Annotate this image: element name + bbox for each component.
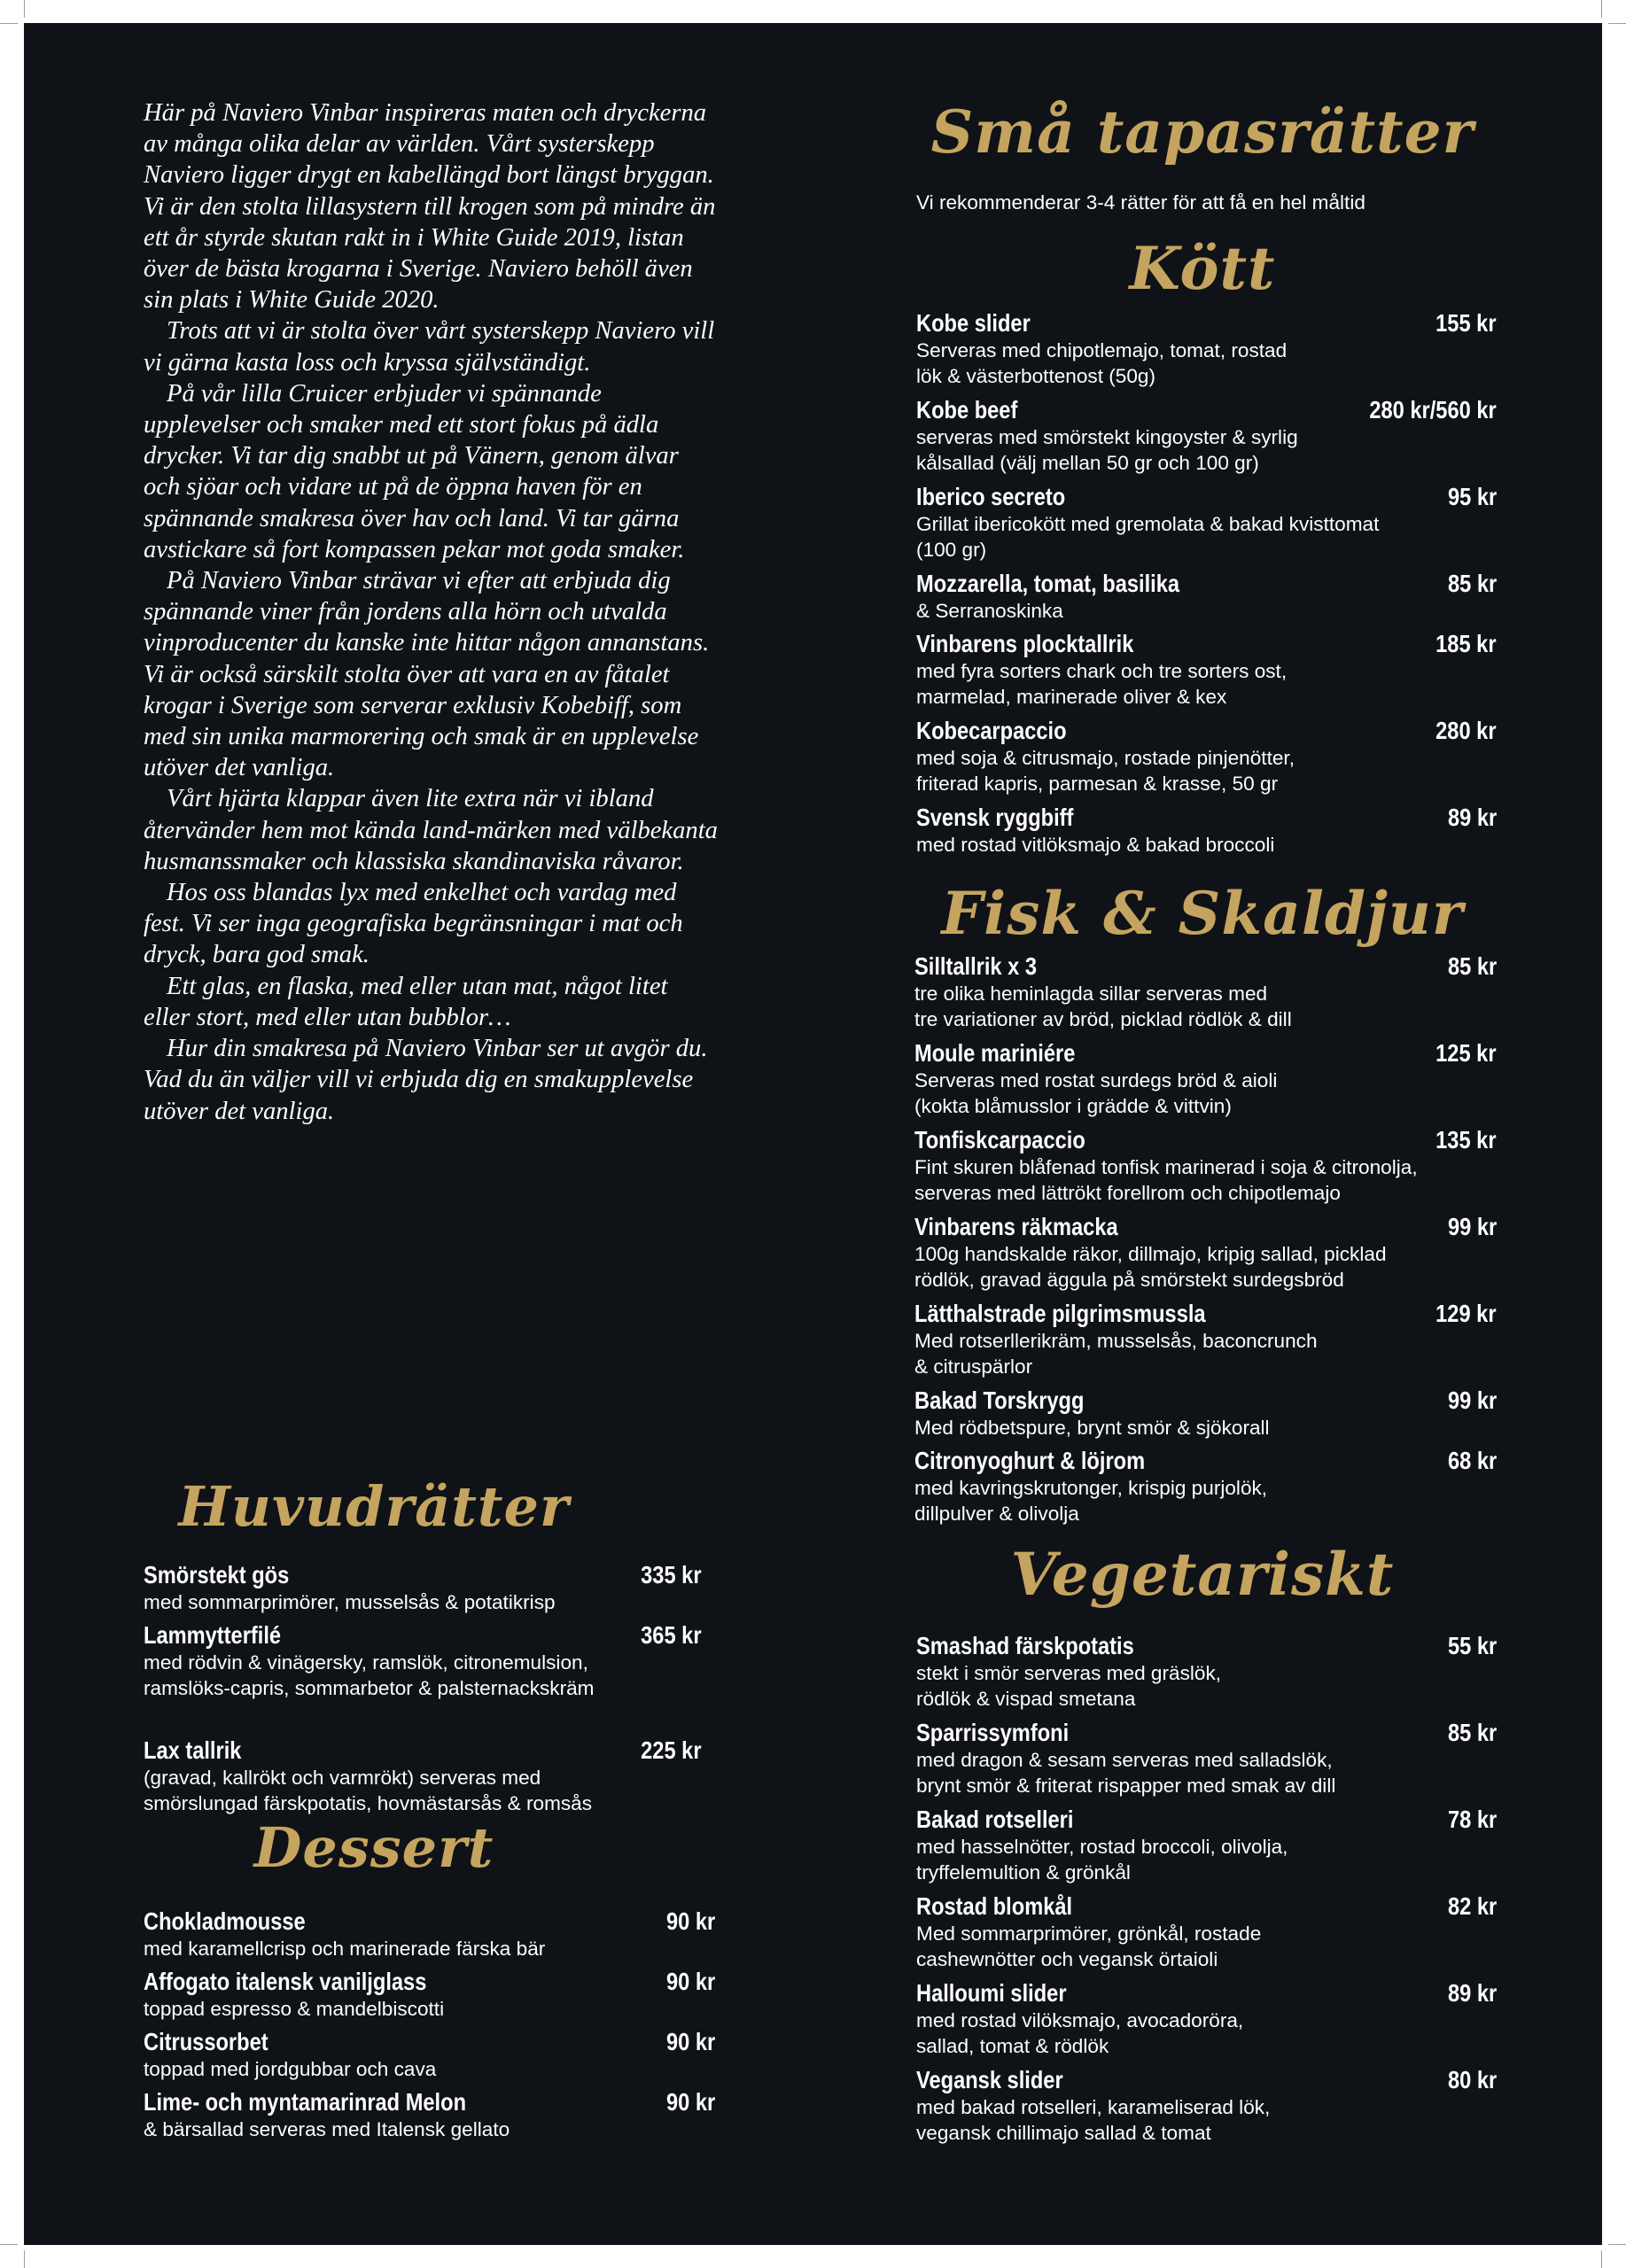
item-name: Lammytterfilé [144, 1621, 282, 1649]
item-price: 80 kr [1447, 2066, 1497, 2093]
menu-page [24, 23, 1602, 2245]
item-price: 90 kr [665, 2088, 715, 2116]
item-price: 99 kr [1447, 1213, 1497, 1240]
item-description: Grillat ibericokött med gremolata & bakad kvisttomat (100 gr) [916, 513, 1380, 561]
intro-paragraph: Hur din smakresa på Naviero Vinbar ser ut avgör du. Vad du än väljer vill vi erbjuda dig en smakupplevelse utöver det vanliga. [144, 1035, 708, 1125]
item-description: & bärsallad serveras med Italensk gellato [144, 2118, 510, 2140]
item-name: Vinbarens plocktallrik [916, 630, 1134, 657]
item-name: Iberico secreto [916, 483, 1066, 510]
item-name: Moule mariniére [914, 1039, 1076, 1067]
section-heading-dessert: Dessert [253, 1815, 494, 1880]
kott-item [916, 570, 1497, 624]
item-name: Svensk ryggbiff [916, 804, 1074, 831]
crop-mark [0, 23, 18, 24]
item-description: med rostad vilöksmajo, avocadoröra, sallad, tomat & rödlök [916, 2009, 1244, 2057]
vegetariskt-item [916, 1719, 1497, 1798]
item-description: (gravad, kallrökt och varmrökt) serveras med smörslungad färskpotatis, hovmästarsås & romsås [144, 1767, 593, 1814]
crop-mark [1608, 23, 1626, 24]
item-price: 225 kr [641, 1736, 702, 1764]
item-name: Kobe slider [916, 309, 1031, 337]
item-description: med karamellcrisp och marinerade färska bär [144, 1938, 546, 1960]
fisk-item [914, 1447, 1497, 1526]
vegetariskt-item [916, 2066, 1497, 2146]
item-price: 280 kr/560 kr [1369, 396, 1497, 423]
item-name: Bakad rotselleri [916, 1806, 1074, 1833]
vegetariskt-item [916, 1632, 1497, 1712]
section-heading-vegetariskt: Vegetariskt [1010, 1540, 1395, 1609]
huvudratter-item [144, 1561, 702, 1615]
kott-item [916, 396, 1497, 476]
crop-mark [1601, 0, 1602, 18]
item-name: Smashad färskpotatis [916, 1632, 1134, 1659]
kott-item [916, 717, 1497, 796]
item-description: Med sommarprimörer, grönkål, rostade cashewnötter och vegansk örtaioli [916, 1922, 1262, 1970]
item-description: stekt i smör serveras med gräslök, rödlök & vispad smetana [916, 1662, 1222, 1710]
intro-paragraph: På Naviero Vinbar strävar vi efter att erbjuda dig spännande viner från jordens alla hörn och utvalda vinproducenter du kanske inte hittar någon annanstans. Vi är också särskilt stolta över att vara en av fåtalet krogar i Sverige som serverar exklusiv Kobebiff, som med sin unika marmorering och smak är en upplevelse utöver det vanliga. [144, 567, 710, 782]
section-heading-tapas: Små tapasrätter [930, 97, 1474, 167]
item-price: 85 kr [1447, 1719, 1497, 1746]
item-name: Kobe beef [916, 396, 1018, 423]
vegetariskt-item [916, 1806, 1497, 1885]
crop-mark [24, 2250, 25, 2268]
fisk-item [914, 1386, 1497, 1441]
item-price: 155 kr [1435, 309, 1497, 337]
fisk-item [914, 1126, 1497, 1206]
item-description: toppad med jordgubbar och cava [144, 2058, 437, 2080]
dessert-item [144, 1907, 715, 1961]
item-description: med hasselnötter, rostad broccoli, olivolja, tryffelemultion & grönkål [916, 1836, 1288, 1884]
item-price: 78 kr [1447, 1806, 1497, 1833]
item-price: 85 kr [1447, 570, 1497, 597]
item-price: 365 kr [641, 1621, 702, 1649]
item-name: Citronyoghurt & löjrom [914, 1447, 1146, 1474]
item-price: 55 kr [1447, 1632, 1497, 1659]
item-description: med rödvin & vinägersky, ramslök, citronemulsion, ramslöks-capris, sommarbetor & palsternackskräm [144, 1651, 595, 1699]
tapas-subtitle: Vi rekommenderar 3-4 rätter för att få en hel måltid [916, 191, 1365, 214]
item-price: 68 kr [1447, 1447, 1497, 1474]
item-name: Rostad blomkål [916, 1892, 1073, 1920]
item-description: med rostad vitlöksmajo & bakad broccoli [916, 834, 1275, 856]
item-price: 135 kr [1435, 1126, 1497, 1153]
item-name: Vinbarens räkmacka [914, 1213, 1118, 1240]
item-price: 85 kr [1447, 952, 1497, 980]
fisk-item [914, 1300, 1497, 1379]
item-price: 185 kr [1435, 630, 1497, 657]
item-description: Med rödbetspure, brynt smör & sjökorall [914, 1417, 1270, 1439]
item-description: med bakad rotselleri, karameliserad lök, vegansk chillimajo sallad & tomat [916, 2096, 1271, 2144]
item-description: Serveras med rostat surdegs bröd & aioli (kokta blåmusslor i grädde & vittvin) [914, 1069, 1278, 1117]
item-price: 335 kr [641, 1561, 702, 1588]
item-price: 129 kr [1435, 1300, 1497, 1327]
fisk-item [914, 952, 1497, 1032]
item-name: Bakad Torskrygg [914, 1386, 1085, 1414]
intro-paragraph: Vårt hjärta klappar även lite extra när vi ibland återvänder hem mot kända land-märken med välbekanta husmanssmaker och klassiska skandinaviska råvaror. [144, 785, 718, 875]
item-description: & Serranoskinka [916, 600, 1063, 622]
intro-paragraph: På vår lilla Cruicer erbjuder vi spännande upplevelser och smaker med ett stort fokus på ädla drycker. Vi tar dig snabbt ut på Vänern, genom älvar och sjöar och vidare ut på de öppna haven för en spännande smakresa över hav och land. Vi tar gärna avstickare så fort kompassen pekar mot goda smaker. [144, 379, 685, 563]
item-description: serveras med smörstekt kingoyster & syrlig kålsallad (välj mellan 50 gr och 100 gr) [916, 426, 1298, 474]
section-heading-huvudratter: Huvudrätter [178, 1474, 570, 1539]
crop-mark [0, 2244, 18, 2245]
crop-mark [24, 0, 25, 18]
item-name: Tonfiskcarpaccio [914, 1126, 1085, 1153]
item-name: Chokladmousse [144, 1907, 306, 1935]
item-price: 280 kr [1435, 717, 1497, 744]
crop-mark [1601, 2250, 1602, 2268]
item-description: med fyra sorters chark och tre sorters ost, marmelad, marinerade oliver & kex [916, 660, 1288, 708]
section-heading-kott: Kött [1129, 234, 1276, 303]
item-name: Sparrissymfoni [916, 1719, 1070, 1746]
vegetariskt-item [916, 1892, 1497, 1972]
item-description: med sommarprimörer, musselsås & potatikrisp [144, 1591, 556, 1613]
item-name: Smörstekt gös [144, 1561, 290, 1588]
fisk-item [914, 1213, 1497, 1293]
item-name: Lätthalstrade pilgrimsmussla [914, 1300, 1206, 1327]
dessert-item [144, 2028, 715, 2082]
intro-paragraph: Trots att vi är stolta över vårt systerskepp Naviero vill vi gärna kasta loss och kryssa självständigt. [144, 317, 715, 377]
item-description: med soja & citrusmajo, rostade pinjenötter, friterad kapris, parmesan & krasse, 50 gr [916, 747, 1295, 795]
kott-item [916, 309, 1497, 389]
item-description: med kavringskrutonger, krispig purjolök, dillpulver & olivolja [914, 1477, 1268, 1525]
item-description: Med rotserllerikräm, musselsås, baconcrunch & citruspärlor [914, 1330, 1318, 1378]
item-name: Vegansk slider [916, 2066, 1063, 2093]
item-name: Lime- och myntamarinrad Melon [144, 2088, 467, 2116]
item-price: 90 kr [665, 2028, 715, 2055]
item-description: Fint skuren blåfenad tonfisk marinerad i soja & citronolja, serveras med lättrökt forellrom och chipotlemajo [914, 1156, 1418, 1204]
fisk-item [914, 1039, 1497, 1119]
item-price: 99 kr [1447, 1386, 1497, 1414]
intro-paragraph: Hos oss blandas lyx med enkelhet och vardag med fest. Vi ser inga geografiska begränsningar i mat och dryck, bara god smak. [144, 879, 683, 969]
section-heading-fisk: Fisk & Skaldjur [941, 879, 1464, 948]
kott-item [916, 630, 1497, 710]
item-description: med dragon & sesam serveras med salladslök, brynt smör & friterat rispapper med smak av dill [916, 1749, 1336, 1797]
crop-mark [1608, 2244, 1626, 2245]
intro-paragraph: Här på Naviero Vinbar inspireras maten och dryckerna av många olika delar av världen. Vårt systerskepp Naviero ligger drygt en kabellängd bort längst bryggan. Vi är den stolta lillasystern till krogen som på mindre än ett år styrde skutan rakt in i White Guide 2019, listan över de bästa krogarna i Sverige. Naviero behöll även sin plats i White Guide 2020. [144, 99, 716, 315]
item-name: Affogato italensk vaniljglass [144, 1968, 427, 1995]
item-price: 125 kr [1435, 1039, 1497, 1067]
item-price: 90 kr [665, 1968, 715, 1995]
item-description: toppad espresso & mandelbiscotti [144, 1998, 445, 2020]
dessert-item [144, 1968, 715, 2022]
item-name: Kobecarpaccio [916, 717, 1067, 744]
item-description: Serveras med chipotlemajo, tomat, rostad lök & västerbottenost (50g) [916, 339, 1288, 387]
item-price: 90 kr [665, 1907, 715, 1935]
item-description: tre olika heminlagda sillar serveras med tre variationer av bröd, picklad rödlök & dill [914, 983, 1292, 1030]
huvudratter-item [144, 1621, 702, 1701]
huvudratter-item [144, 1736, 702, 1816]
dessert-item [144, 2088, 715, 2142]
item-price: 82 kr [1447, 1892, 1497, 1920]
item-price: 89 kr [1447, 1979, 1497, 2007]
item-description: 100g handskalde räkor, dillmajo, kripig sallad, picklad rödlök, gravad äggula på smörstekt surdegsbröd [914, 1243, 1387, 1291]
item-name: Mozzarella, tomat, basilika [916, 570, 1180, 597]
kott-item [916, 483, 1497, 563]
vegetariskt-item [916, 1979, 1497, 2059]
item-price: 89 kr [1447, 804, 1497, 831]
item-name: Citrussorbet [144, 2028, 268, 2055]
item-name: Lax tallrik [144, 1736, 242, 1764]
kott-item [916, 804, 1497, 858]
item-name: Silltallrik x 3 [914, 952, 1038, 980]
item-price: 95 kr [1447, 483, 1497, 510]
item-name: Halloumi slider [916, 1979, 1067, 2007]
intro-paragraph: Ett glas, en flaska, med eller utan mat, något litet eller stort, med eller utan bubblor… [144, 972, 668, 1031]
intro-text [144, 97, 720, 1127]
